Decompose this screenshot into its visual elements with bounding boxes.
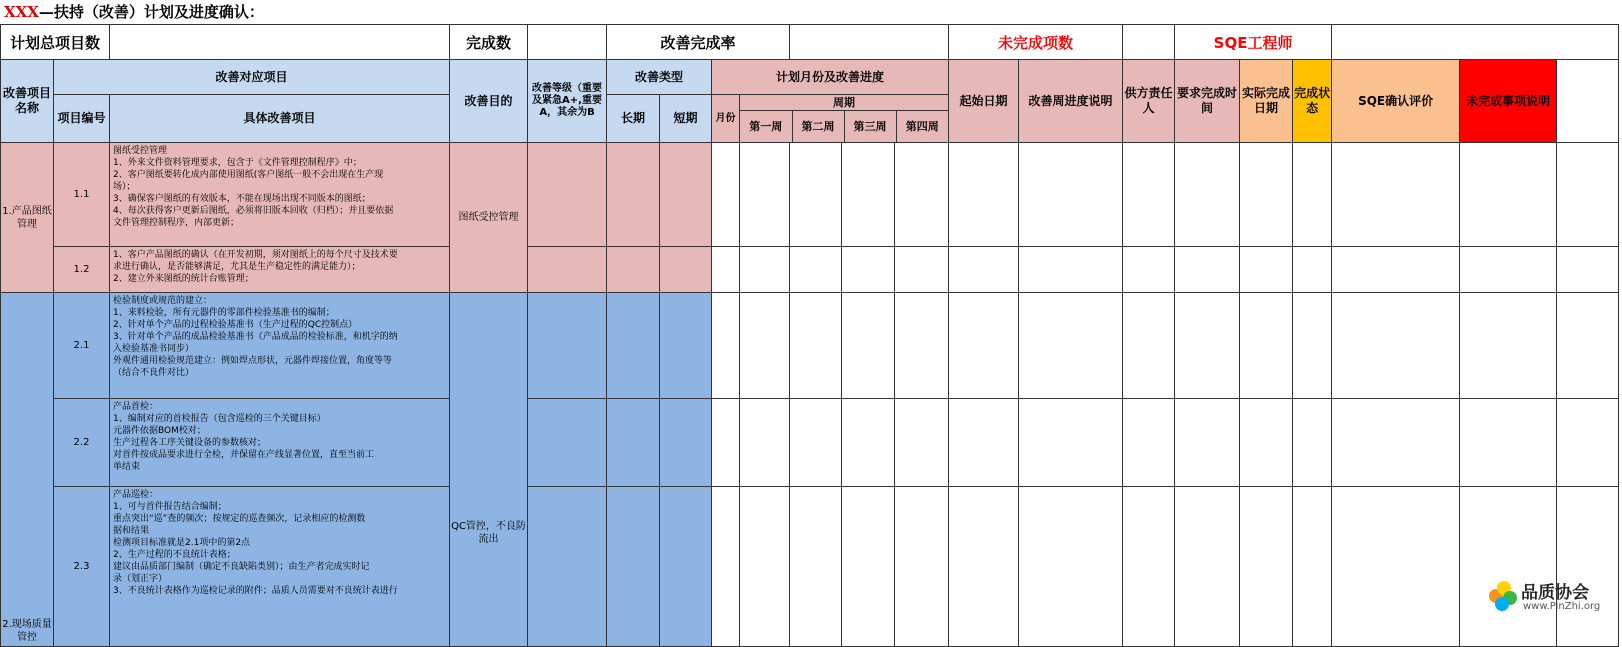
col-required-date: 要求完成时间 xyxy=(1175,60,1240,143)
level-cell[interactable] xyxy=(528,293,607,399)
extra-cell[interactable] xyxy=(1557,399,1619,487)
col-undone-desc: 未完成事项说明 xyxy=(1460,60,1557,143)
item-desc-cell xyxy=(110,293,450,399)
owner-cell[interactable] xyxy=(1123,293,1175,399)
col-week-3: 第三周 xyxy=(844,111,896,143)
desc-line: 检测项目标准就是2.1项中的第2点 xyxy=(113,538,251,548)
desc-line: 录（划正字） xyxy=(113,574,168,584)
long-term-cell[interactable] xyxy=(607,293,660,399)
week-cell[interactable] xyxy=(842,487,895,647)
plan-sheet xyxy=(0,24,1619,647)
col-level: 改善等级（重要及紧急A+,重要A，其余为B xyxy=(528,60,607,143)
table-row xyxy=(1,487,1619,647)
sqe-eval-cell[interactable] xyxy=(1332,487,1460,647)
weekly-desc-cell[interactable] xyxy=(1019,399,1123,487)
total-items-label: 计划总项目数 xyxy=(1,25,110,60)
item-no-cell: 2.3 xyxy=(54,487,110,647)
col-month: 月份 xyxy=(712,95,740,143)
week-cell[interactable] xyxy=(790,293,842,399)
status-cell[interactable] xyxy=(1293,293,1332,399)
col-week-4: 第四周 xyxy=(905,120,939,133)
item-no-cell: 1.1 xyxy=(54,143,110,247)
short-term-cell[interactable] xyxy=(660,293,712,399)
desc-line: 据和结果 xyxy=(113,526,150,536)
desc-line: 1、编制对应的首检报告（包含巡检的三个关键目标） xyxy=(113,414,326,424)
item-desc-cell xyxy=(110,143,450,247)
col-extra xyxy=(1557,60,1619,143)
desc-line: 重点突出“巡”查的频次；按规定的巡查频次，记录相应的检测数 xyxy=(113,514,366,524)
week-cell[interactable] xyxy=(790,487,842,647)
page-title xyxy=(4,2,264,22)
weekly-desc-cell[interactable] xyxy=(1019,487,1123,647)
col-owner: 供方责任人 xyxy=(1123,60,1175,143)
desc-line: 入检验基准书同步） xyxy=(113,344,195,354)
actual-date-cell[interactable] xyxy=(1240,399,1293,487)
item-no-cell: 2.1 xyxy=(54,293,110,399)
purpose-cell: QC管控，不良防流出 xyxy=(450,293,528,647)
sqe-eval-cell[interactable] xyxy=(1332,143,1460,247)
completion-rate-value[interactable] xyxy=(790,25,949,60)
week-cell[interactable] xyxy=(790,399,842,487)
desc-line: 图纸受控管理 xyxy=(113,146,168,156)
week-cell[interactable] xyxy=(895,293,949,399)
start-date-cell[interactable] xyxy=(949,293,1019,399)
required-date-cell[interactable] xyxy=(1175,143,1240,247)
owner-cell[interactable] xyxy=(1123,143,1175,247)
col-week-group xyxy=(740,95,949,143)
col-week-2: 第二周 xyxy=(792,111,844,143)
item-desc-cell xyxy=(110,247,450,293)
desc-line: 2、生产过程的不良统计表格； xyxy=(113,550,236,560)
col-week-1: 第一周 xyxy=(740,111,792,143)
status-cell[interactable] xyxy=(1293,143,1332,247)
col-plan: 计划月份及改善进度 xyxy=(712,60,949,95)
week-cell[interactable] xyxy=(895,399,949,487)
undone-count-label: 未完成项数 xyxy=(949,25,1123,60)
desc-line: 2、客户图纸要转化成内部使用图纸(客户图纸一般不会出现在生产现 xyxy=(113,170,384,180)
summary-row xyxy=(1,25,1619,60)
sqe-eval-cell[interactable] xyxy=(1332,247,1460,293)
week-cell[interactable] xyxy=(740,247,790,293)
week-cell[interactable] xyxy=(740,487,790,647)
col-item-no: 项目编号 xyxy=(54,95,110,143)
month-cell[interactable] xyxy=(712,143,740,247)
actual-date-cell[interactable] xyxy=(1240,247,1293,293)
sqe-eval-cell[interactable] xyxy=(1332,399,1460,487)
status-cell[interactable] xyxy=(1293,247,1332,293)
desc-line: 场）； xyxy=(113,182,136,192)
required-date-cell[interactable] xyxy=(1175,293,1240,399)
desc-line: 2、针对单个产品的过程检验基准书（生产过程的QC控制点） xyxy=(113,320,358,330)
month-cell[interactable] xyxy=(712,487,740,647)
group-name-cell: 2.现场质量管控 xyxy=(1,293,54,647)
status-cell[interactable] xyxy=(1293,399,1332,487)
required-date-cell[interactable] xyxy=(1175,247,1240,293)
desc-line: 产品巡检： xyxy=(113,490,159,500)
desc-line: 1、来料检验，所有元器件的零部件检验基准书的编制； xyxy=(113,308,335,318)
month-cell[interactable] xyxy=(712,399,740,487)
weekly-desc-cell[interactable] xyxy=(1019,143,1123,247)
title-prefix: XXX xyxy=(4,3,39,21)
start-date-cell[interactable] xyxy=(949,143,1019,247)
status-cell[interactable] xyxy=(1293,487,1332,647)
done-count-value[interactable] xyxy=(528,25,607,60)
table-row xyxy=(1,247,1619,293)
sqe-engineer-label: SQE工程师 xyxy=(1175,25,1332,60)
title-rest: —扶持（改善）计划及进度确认： xyxy=(38,3,264,21)
owner-cell[interactable] xyxy=(1123,247,1175,293)
actual-date-cell[interactable] xyxy=(1240,143,1293,247)
col-long-term: 长期 xyxy=(607,95,660,143)
short-term-cell[interactable] xyxy=(660,143,712,247)
desc-line: 2、建立外来图纸的统计台账管理； xyxy=(113,274,254,284)
desc-line: 1、可与首件报告结合编制； xyxy=(113,502,227,512)
week-cell[interactable] xyxy=(895,487,949,647)
pinzhi-logo xyxy=(1487,577,1612,615)
week-cell[interactable] xyxy=(842,247,895,293)
undone-desc-cell[interactable] xyxy=(1460,293,1557,399)
short-term-cell[interactable] xyxy=(660,247,712,293)
week-cell[interactable] xyxy=(740,399,790,487)
col-sqe-eval: SQE确认评价 xyxy=(1332,60,1460,143)
sqe-eval-cell[interactable] xyxy=(1332,293,1460,399)
level-cell[interactable] xyxy=(528,487,607,647)
table-row xyxy=(1,399,1619,487)
col-item-name: 改善项目名称 xyxy=(1,60,54,143)
week-cell[interactable] xyxy=(740,293,790,399)
desc-line: 文件管理控制程序，内部更新； xyxy=(113,218,240,228)
desc-line: 1、外来文件资料管理要求，包含于《文件管理控制程序》中； xyxy=(113,158,362,168)
table-row xyxy=(1,293,1619,399)
item-desc-cell xyxy=(110,487,450,647)
desc-line: 产品首检： xyxy=(113,402,159,412)
extra-cell[interactable] xyxy=(1557,487,1619,647)
week-cell[interactable] xyxy=(842,143,895,247)
required-date-cell[interactable] xyxy=(1175,399,1240,487)
level-cell[interactable] xyxy=(528,143,607,247)
col-specific: 具体改善项目 xyxy=(110,95,450,143)
col-corresponding: 改善对应项目 xyxy=(54,60,450,95)
undone-desc-cell[interactable] xyxy=(1460,143,1557,247)
desc-line: 建议由品质部门编制（确定不良缺陷类别）；由生产者完成实时记 xyxy=(113,562,370,572)
week-cell[interactable] xyxy=(895,143,949,247)
header-row-1 xyxy=(1,60,1619,95)
col-status: 完成状态 xyxy=(1293,60,1332,143)
start-date-cell[interactable] xyxy=(949,487,1019,647)
desc-line: 3、确保客户图纸的有效版本，不能在现场出现不同版本的图纸； xyxy=(113,194,371,204)
level-cell[interactable] xyxy=(528,399,607,487)
desc-line: 检验制度或规范的建立： xyxy=(113,296,213,306)
flower-logo-icon xyxy=(1487,581,1519,611)
desc-line: 3、针对单个产品的成品检验基准书（产品成品的检验标准，和机字的纳 xyxy=(113,332,398,342)
desc-line: 对首件按成品要求进行全检，并保留在产线显著位置，直至当前工 xyxy=(113,450,375,460)
desc-line: 元器件依据BOM校对； xyxy=(113,426,206,436)
item-no-cell: 1.2 xyxy=(54,247,110,293)
long-term-cell[interactable] xyxy=(607,247,660,293)
actual-date-cell[interactable] xyxy=(1240,293,1293,399)
week-cell[interactable] xyxy=(740,143,790,247)
desc-line: 4、每次获得客户更新后图纸，必须将旧版本回收（归档）；并且要依据 xyxy=(113,206,394,216)
month-cell[interactable] xyxy=(712,293,740,399)
short-term-cell[interactable] xyxy=(660,487,712,647)
desc-line: 生产过程各工序关键设备的参数核对； xyxy=(113,438,267,448)
actual-date-cell[interactable] xyxy=(1240,487,1293,647)
desc-line: 1、客户产品图纸的确认（在开发初期，须对图纸上的每个尺寸及技术要 xyxy=(113,250,398,260)
purpose-cell: 图纸受控管理 xyxy=(450,143,528,293)
group-name-cell: 1.产品图纸管理 xyxy=(1,143,54,293)
col-weekly-desc: 改善周进度说明 xyxy=(1019,60,1123,143)
week-cell[interactable] xyxy=(790,247,842,293)
col-purpose: 改善目的 xyxy=(450,60,528,143)
weekly-desc-cell[interactable] xyxy=(1019,247,1123,293)
undone-desc-cell[interactable] xyxy=(1460,247,1557,293)
short-term-cell[interactable] xyxy=(660,399,712,487)
item-no-cell: 2.2 xyxy=(54,399,110,487)
logo-url: www.PinZhi.org xyxy=(1523,601,1601,612)
sqe-engineer-value[interactable] xyxy=(1332,25,1619,60)
extra-cell[interactable] xyxy=(1557,143,1619,247)
done-count-label: 完成数 xyxy=(450,25,528,60)
week-cell[interactable] xyxy=(842,399,895,487)
total-items-value[interactable] xyxy=(110,25,450,60)
required-date-cell[interactable] xyxy=(1175,487,1240,647)
undone-desc-cell[interactable] xyxy=(1460,487,1557,647)
extra-cell[interactable] xyxy=(1557,247,1619,293)
week-cell[interactable] xyxy=(842,293,895,399)
desc-line: （结合不良件对比） xyxy=(113,368,195,378)
desc-line: 求进行确认，是否能够满足，尤其是生产稳定性的满足能力）； xyxy=(113,262,361,272)
desc-line: 单结束 xyxy=(113,462,141,472)
col-actual-date: 实际完成日期 xyxy=(1240,60,1293,143)
col-start-date: 起始日期 xyxy=(949,60,1019,143)
col-type: 改善类型 xyxy=(607,60,712,95)
desc-line: 外观件通用检验规范建立：例如焊点形状，元器件焊接位置，角度等等 xyxy=(113,356,393,366)
logo-name: 品质协会 xyxy=(1521,583,1589,603)
table-row xyxy=(1,143,1619,247)
weekly-desc-cell[interactable] xyxy=(1019,293,1123,399)
col-short-term: 短期 xyxy=(660,95,712,143)
long-term-cell[interactable] xyxy=(607,487,660,647)
start-date-cell[interactable] xyxy=(949,399,1019,487)
month-cell[interactable] xyxy=(712,247,740,293)
long-term-cell[interactable] xyxy=(607,143,660,247)
owner-cell[interactable] xyxy=(1123,487,1175,647)
week-cell[interactable] xyxy=(895,247,949,293)
owner-cell[interactable] xyxy=(1123,399,1175,487)
desc-line: 3、不良统计表格作为巡检记录的附件；品质人员需要对不良统计表进行 xyxy=(113,586,398,596)
undone-desc-cell[interactable] xyxy=(1460,399,1557,487)
level-cell[interactable] xyxy=(528,247,607,293)
completion-rate-label: 改善完成率 xyxy=(607,25,790,60)
col-week-label: 周期 xyxy=(740,95,948,111)
long-term-cell[interactable] xyxy=(607,399,660,487)
week-cell[interactable] xyxy=(790,143,842,247)
extra-cell[interactable] xyxy=(1557,293,1619,399)
item-desc-cell xyxy=(110,399,450,487)
undone-count-value[interactable] xyxy=(1123,25,1175,60)
start-date-cell[interactable] xyxy=(949,247,1019,293)
